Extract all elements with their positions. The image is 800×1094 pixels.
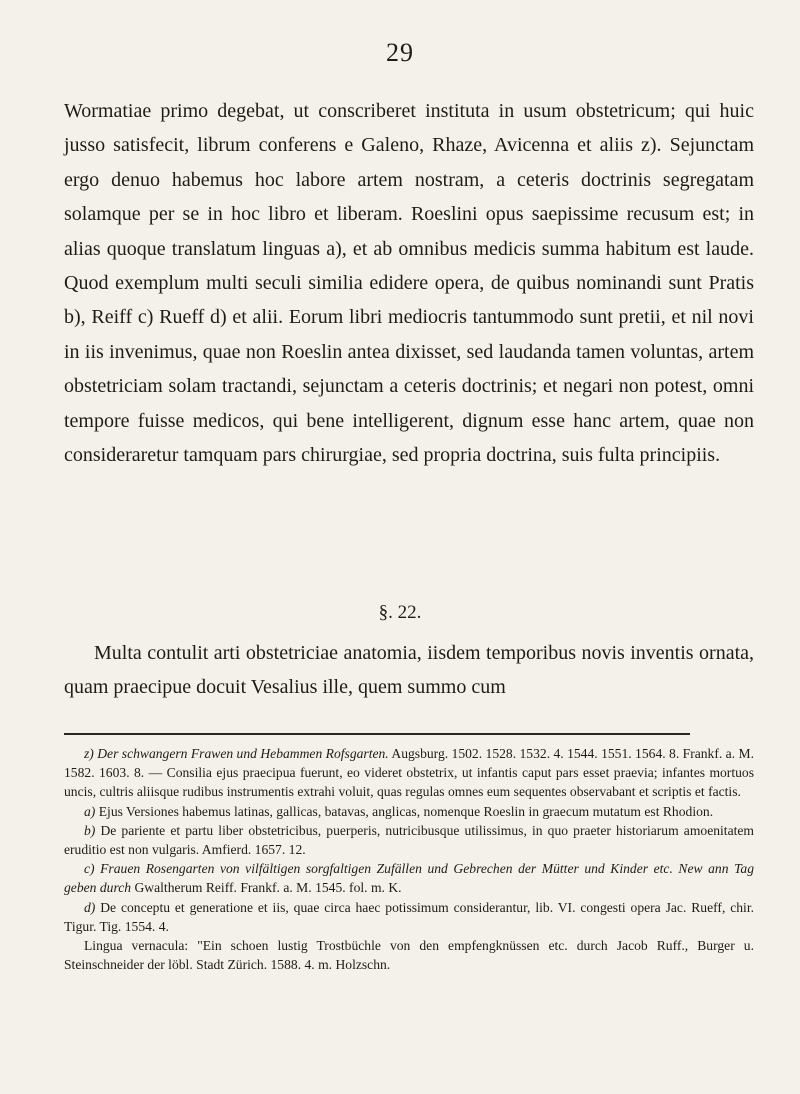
footnote-text: De pariente et partu liber obstetricibus, puerperis, nutricibusque utilissimus, in quo praeter historiarum amoenitatem eruditio est non vulgaris. Amfierd. 1657. 12. <box>64 822 754 858</box>
footnote-b <box>64 821 754 859</box>
footnote-label: c) <box>84 861 95 877</box>
footnote-z <box>64 744 754 802</box>
footnote-label: a) <box>84 803 96 819</box>
footnote-text: Ejus Versiones habemus latinas, gallicas, batavas, anglicas, nomenque Roeslin in graecum mutatum est Rhodion. <box>98 803 714 819</box>
footnote-text: Gwaltherum Reiff. Frankf. a. M. 1545. fol. m. K. <box>134 880 402 896</box>
footnote-a <box>64 802 754 821</box>
page-number: 29 <box>386 38 414 67</box>
footnote-text: De conceptu et generatione et iis, quae circa haec potissimum considerantur, lib. VI. congesti opera Jac. Rueff, chir. Tigur. Tig. 1554. 4. <box>64 899 755 934</box>
section-heading: §. 22. <box>378 602 422 623</box>
footnote-text: Augsburg. 1502. 1528. 1532. 4. 1544. 1551. 1564. 8. Frankf. a. M. 1582. 1603. 8. — Consilia ejus praecipua fuerunt, eo videret obstetrix, ut infantis caput pars esset praevia; infantes mortuos uncis, cultris aliisque rudibus instrumentis extrahi voluit, quas regulas omnes eum sequentes observabant et scriptis et factis. <box>64 746 754 800</box>
main-text <box>64 94 754 472</box>
section-paragraph: Multa contulit arti obstetriciae anatomia, iisdem temporibus novis inventis ornata, quam praecipue docuit Vesalius ille, quem summo cum <box>64 642 754 698</box>
footnote-separator <box>64 733 690 735</box>
footnote-c <box>64 859 754 897</box>
footnote-label: z) <box>84 746 94 761</box>
footnote-label: b) <box>84 822 96 838</box>
footnotes <box>64 744 754 974</box>
footnote-text: Lingua vernacula: "Ein schoen lustig Trostbüchle von den empfengknüssen etc. durch Jacob Ruff., Burger u. Steinschneider der löbl. Stadt Zürich. 1588. 4. m. Holzschn. <box>64 938 754 973</box>
footnote-label: d) <box>84 899 96 915</box>
footnote-d <box>64 898 754 936</box>
footnote-d-vernacular <box>64 936 754 974</box>
footnote-title: Frauen Rosengarten von vilfältigen sorgfaltigen Zufällen und Gebrechen der Mütter und Kinder etc. New ann Tag geben durch <box>64 861 754 896</box>
main-paragraph: Wormatiae primo degebat, ut conscriberet instituta in usum obstetricum; qui huic jusso satisfecit, librum conferens e Galeno, Rhaze, Avicenna et aliis z). Sejunctam ergo denuo habemus hoc labore artem nostram, a ceteris doctrinis segregatam solamque per se in hoc libro et liberam. Roeslini opus saepissime recusum est; in alias quoque translatum linguas a), et ab omnibus medicis summa habitum est laude. Quod exemplum multi seculi similia edidere opera, de quibus nominandi sunt Pratis b), Reiff c) Rueff d) et alii. Eorum libri mediocris tantummodo sunt pretii, et nil novi in iis invenimus, quae non Roeslin antea dixisset, sed laudanda tamen voluntas, artem obstetriciam solam tractandi, sejunctam a ceteris doctrinis; et negari non potest, omni tempore fuisse medicos, qui bene intelligerent, dignum esse hanc artem, quae non consideraretur tamquam pars chirurgiae, sed propria doctrina, suis fulta principiis. <box>64 100 754 467</box>
footnote-title: Der schwangern Frawen und Hebammen Rofsgarten. <box>97 746 389 761</box>
